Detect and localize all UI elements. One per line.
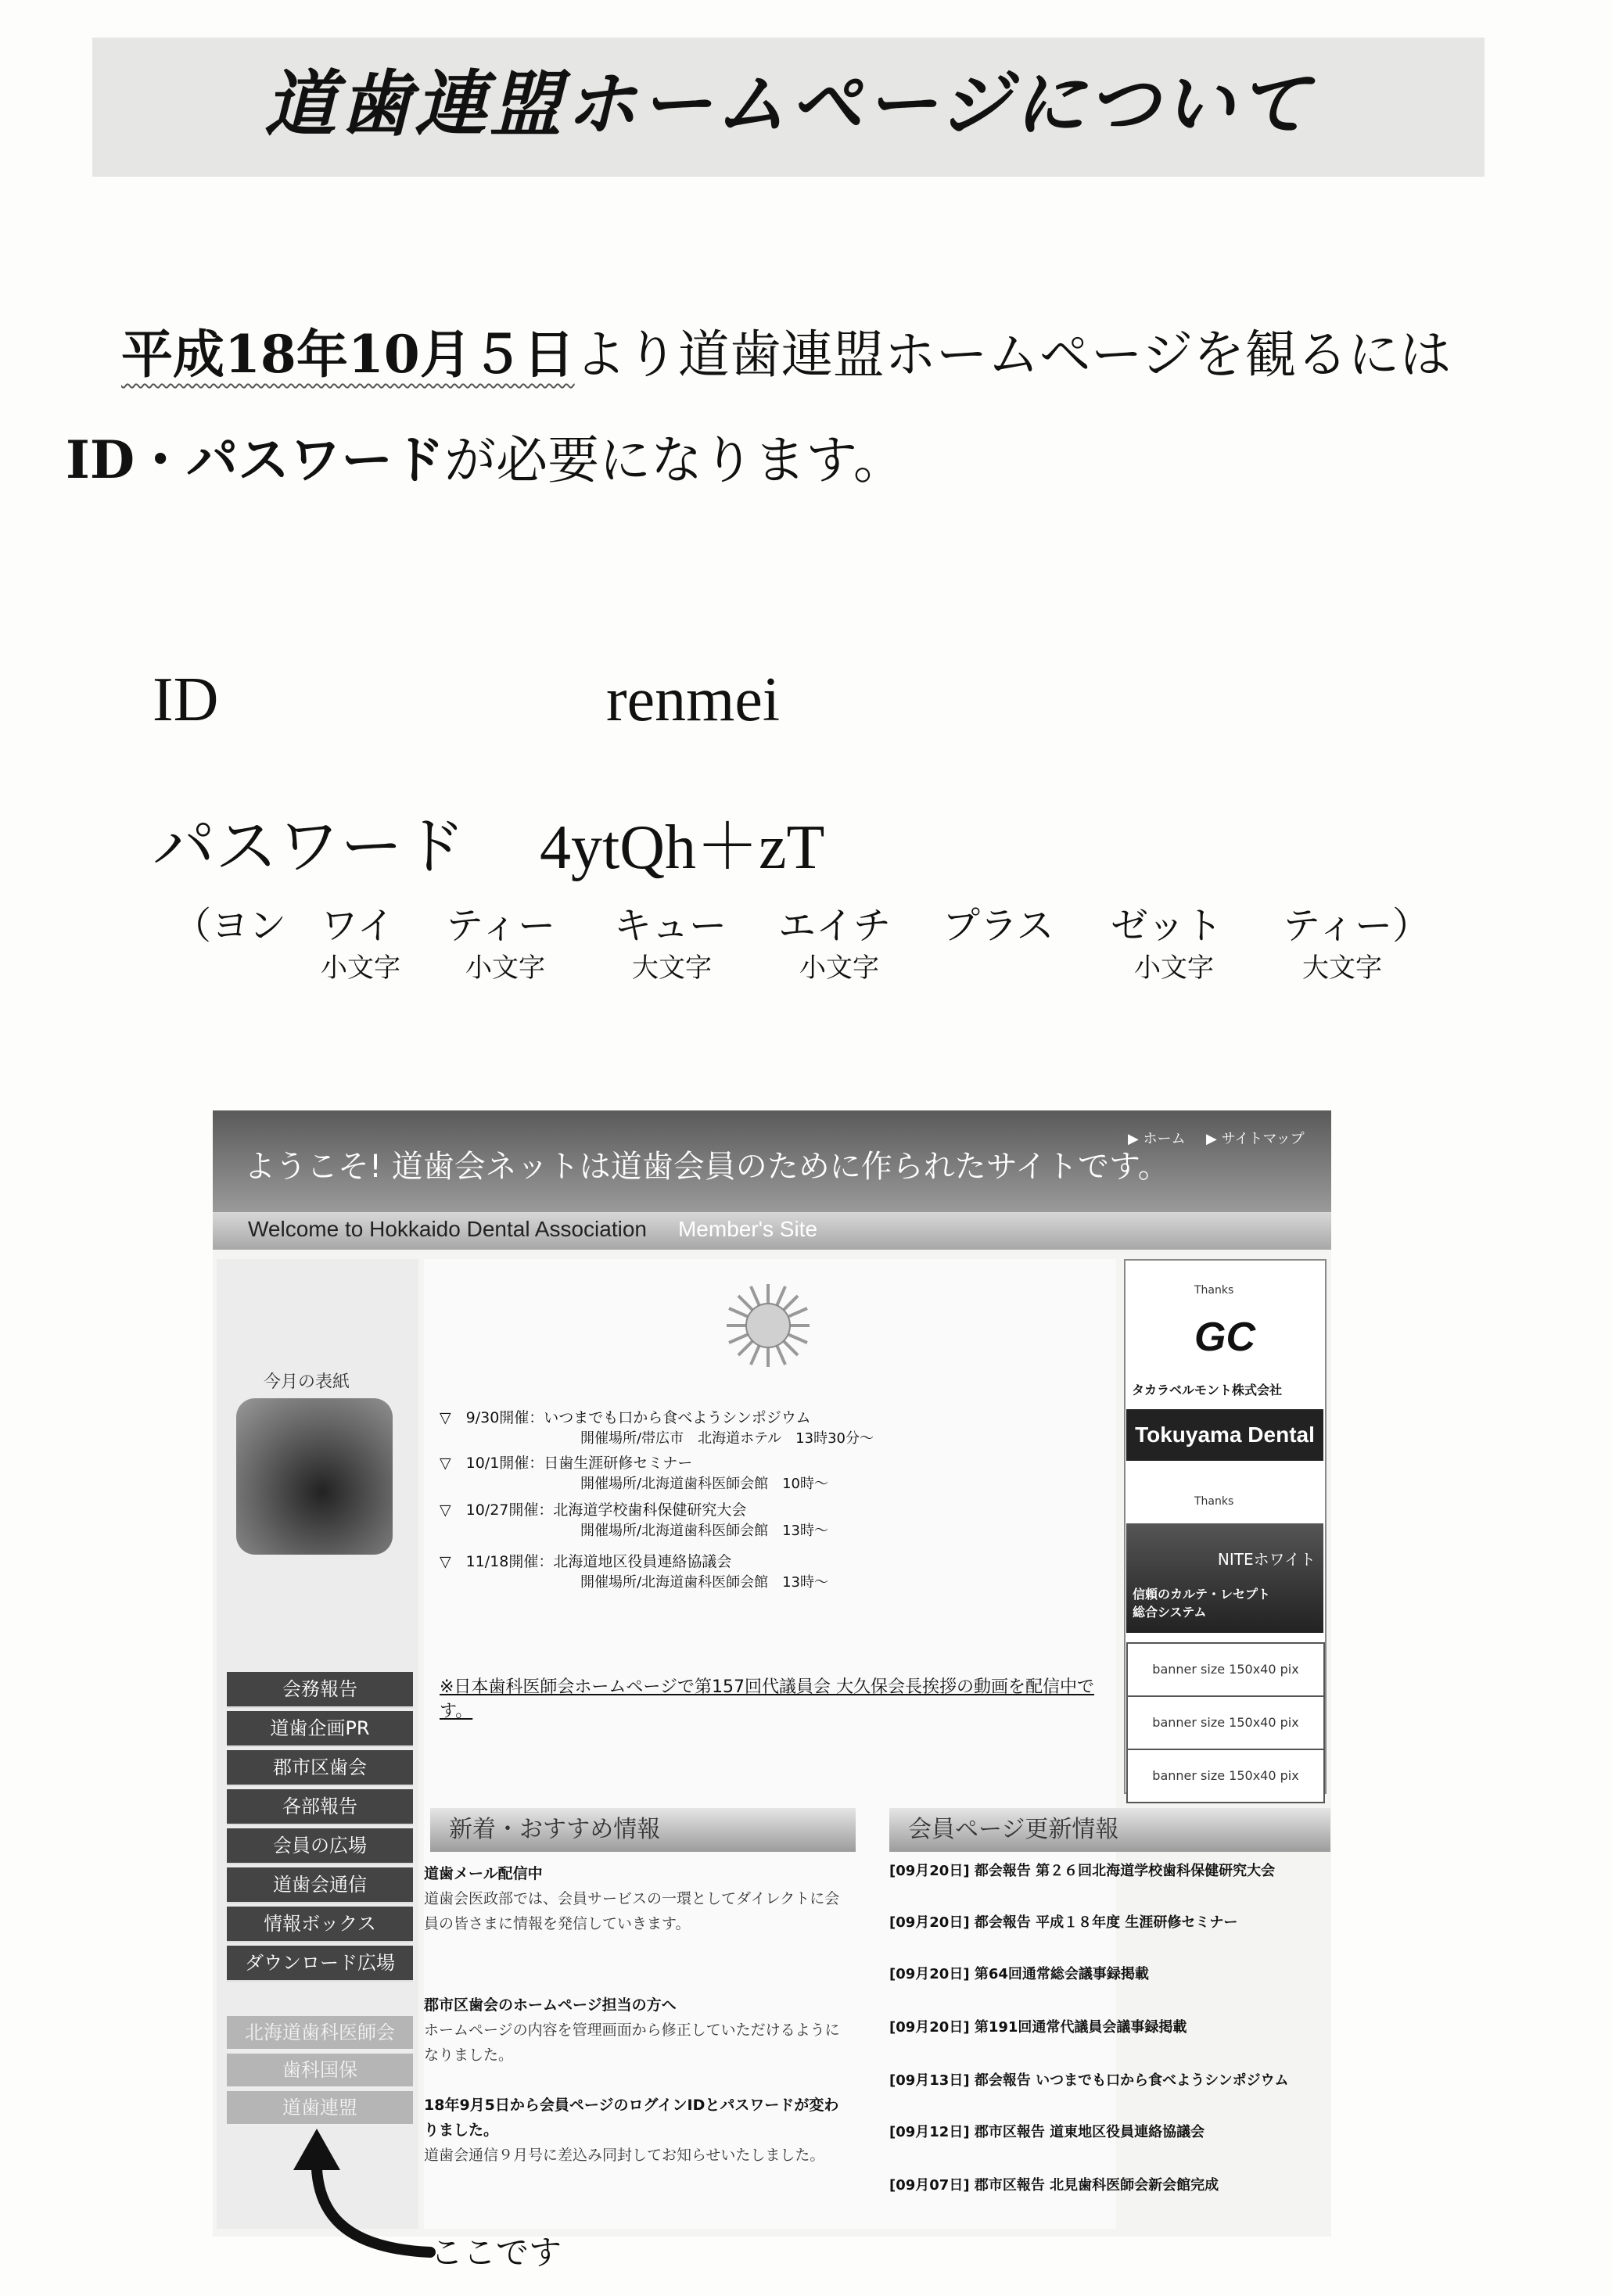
nav-button-3[interactable]: 各部報告 — [227, 1789, 413, 1825]
site-welcome: ようこそ! 道歯会ネットは道歯会員のために作られたサイトです。 — [244, 1149, 1169, 1185]
update-0[interactable]: [09月20日] 都会報告 第２６回北海道学校歯科保健研究大会 — [889, 1863, 1276, 1879]
nav-button-7[interactable]: ダウンロード広場 — [227, 1946, 413, 1982]
nav-button-4[interactable]: 会員の広場 — [227, 1828, 413, 1864]
gc-logo[interactable]: GC — [1132, 1312, 1318, 1362]
tokuyama-banner[interactable]: Tokuyama Dental — [1126, 1409, 1323, 1461]
news-0-body: 道歯会医政部では、会員サービスの一環としてダイレクトに会員の皆さまに情報を発信していきます。 — [424, 1890, 840, 1932]
thanks-label-0: Thanks — [1194, 1284, 1234, 1297]
case-1: 小文字 — [321, 952, 400, 984]
password-label: パスワード — [153, 813, 465, 882]
case-6: 小文字 — [1134, 952, 1214, 984]
nav-button-2[interactable]: 郡市区歯会 — [227, 1750, 413, 1786]
event-0[interactable]: ▽ 9/30開催：いつまでも口から食べようシンポジウム 開催場所/帯広市 北海道ホテル 13時30分～ — [440, 1409, 874, 1447]
password-value: 4ytQh＋zT — [540, 813, 825, 882]
cover-image[interactable] — [236, 1398, 393, 1555]
home-link-label: ホーム — [1143, 1131, 1186, 1147]
case-2: 小文字 — [465, 952, 545, 984]
reading-2: ティー — [446, 904, 556, 948]
update-2[interactable]: [09月20日] 第64回通常総会議事録掲載 — [889, 1966, 1149, 1982]
update-3[interactable]: [09月20日] 第191回通常代議員会議事録掲載 — [889, 2019, 1187, 2036]
arrow-label: ここです — [430, 2233, 562, 2272]
id-password-phrase: ID・パスワード — [66, 429, 445, 490]
update-6[interactable]: [09月07日] 郡市区報告 北見歯科医師会新会館完成 — [889, 2177, 1219, 2194]
banner-slot-2[interactable]: banner size 150x40 pix — [1126, 1749, 1325, 1803]
nav2-button-1[interactable]: 歯科国保 — [227, 2054, 413, 2088]
event-3-place: 開催場所/北海道歯科医師会館 13時～ — [580, 1574, 828, 1591]
cover-label: 今月の表紙 — [264, 1372, 350, 1392]
nav-button-5[interactable]: 道歯会通信 — [227, 1867, 413, 1903]
news-item-1[interactable] — [424, 1993, 846, 2068]
banner-slot-1[interactable]: banner size 150x40 pix — [1126, 1695, 1325, 1750]
event-3[interactable]: ▽ 11/18開催：北海道地区役員連絡協議会 開催場所/北海道歯科医師会館 13時～ — [440, 1553, 828, 1591]
update-4[interactable]: [09月13日] 都会報告 いつまでも口から食べようシンポジウム — [889, 2072, 1289, 2089]
news-1-title: 郡市区歯会のホームページ担当の方へ — [424, 1996, 677, 2014]
site-subtitle-text: Welcome to Hokkaido Dental Association — [248, 1217, 647, 1241]
case-4: 小文字 — [799, 952, 879, 984]
sun-icon — [725, 1283, 811, 1369]
updates-heading: 会員ページ更新情報 — [889, 1808, 1330, 1852]
nite-banner[interactable] — [1126, 1523, 1323, 1633]
event-0-title: 9/30開催：いつまでも口から食べようシンポジウム — [465, 1409, 811, 1426]
event-2-place: 開催場所/北海道歯科医師会館 13時～ — [580, 1523, 828, 1539]
news-heading: 新着・おすすめ情報 — [430, 1808, 856, 1852]
event-2-title: 10/27開催：北海道学校歯科保健研究大会 — [465, 1501, 747, 1519]
banner-slot-0[interactable]: banner size 150x40 pix — [1126, 1642, 1325, 1697]
reading-0: （ヨン — [174, 904, 287, 948]
home-link[interactable]: ▶ ホーム — [1128, 1131, 1186, 1147]
nav2-button-2[interactable]: 道歯連盟 — [227, 2091, 413, 2126]
nav-button-1[interactable]: 道歯企画PR — [227, 1711, 413, 1747]
event-0-place: 開催場所/帯広市 北海道ホテル 13時30分～ — [580, 1430, 874, 1447]
reading-4: エイチ — [778, 904, 892, 948]
nav2-button-0[interactable]: 北海道歯科医師会 — [227, 2016, 413, 2050]
news-0-title: 道歯メール配信中 — [424, 1865, 543, 1882]
intro-line-2 — [66, 418, 905, 493]
news-2-body: 道歯会通信９月号に差込み同封してお知らせいたしました。 — [424, 2147, 825, 2164]
nav-button-0[interactable]: 会務報告 — [227, 1672, 413, 1708]
news-2-title: 18年9月5日から会員ページのログインIDとパスワードが変わりました。 — [424, 2097, 839, 2139]
curved-arrow-icon — [282, 2127, 438, 2268]
reading-3: キュー — [614, 904, 727, 948]
reading-5: プラス — [942, 904, 1054, 948]
karte-label: 信頼のカルテ・レセプト総合システム — [1133, 1587, 1271, 1620]
reading-1: ワイ — [321, 904, 395, 948]
event-2[interactable]: ▽ 10/27開催：北海道学校歯科保健研究大会 開催場所/北海道歯科医師会館 13時～ — [440, 1501, 828, 1539]
event-1-title: 10/1開催：日歯生涯研修セミナー — [465, 1455, 693, 1472]
event-3-title: 11/18開催：北海道地区役員連絡協議会 — [465, 1553, 732, 1570]
members-site-label: Member's Site — [677, 1217, 818, 1241]
reading-6: ゼット — [1111, 904, 1223, 948]
site-subtitle — [248, 1217, 817, 1242]
thanks-label-1: Thanks — [1194, 1495, 1234, 1508]
event-1[interactable]: ▽ 10/1開催：日歯生涯研修セミナー 開催場所/北海道歯科医師会館 10時～ — [440, 1455, 828, 1492]
nav-button-6[interactable]: 情報ボックス — [227, 1907, 413, 1943]
sitemap-link[interactable]: ▶ サイトマップ — [1206, 1131, 1305, 1147]
news-item-2[interactable] — [424, 2093, 846, 2168]
event-1-place: 開催場所/北海道歯科医師会館 10時～ — [580, 1476, 828, 1492]
news-item-0[interactable] — [424, 1861, 846, 1936]
update-1[interactable]: [09月20日] 都会報告 平成１８年度 生涯研修セミナー — [889, 1914, 1238, 1931]
reading-7: ティー） — [1283, 904, 1431, 948]
effective-date: 平成18年10月５日 — [121, 324, 575, 385]
id-label: ID — [153, 665, 219, 734]
news-1-body: ホームページの内容を管理画面から修正していただけるようになりました。 — [424, 2022, 840, 2064]
notice-link[interactable]: ※日本歯科医師会ホームページで第157回代議員会 大久保会長挨拶の動画を配信中です。 — [440, 1677, 1094, 1721]
id-value: renmei — [606, 665, 781, 734]
case-7: 大文字 — [1302, 952, 1382, 984]
update-5[interactable]: [09月12日] 郡市区報告 道東地区役員連絡協議会 — [889, 2124, 1205, 2140]
page-title: 道歯連盟ホームページについて — [264, 62, 1313, 146]
intro-text-2: が必要になります。 — [444, 430, 905, 490]
site-screenshot — [213, 1110, 1331, 2237]
sitemap-link-label: サイトマップ — [1221, 1131, 1305, 1147]
intro-line-1 — [121, 313, 1451, 387]
case-3: 大文字 — [632, 952, 712, 984]
takara-logo[interactable]: タカラベルモント株式会社 — [1132, 1383, 1283, 1397]
intro-text-1: より道歯連盟ホームページを観るには — [574, 325, 1452, 385]
nite-label: NITEホワイト — [1217, 1550, 1316, 1569]
